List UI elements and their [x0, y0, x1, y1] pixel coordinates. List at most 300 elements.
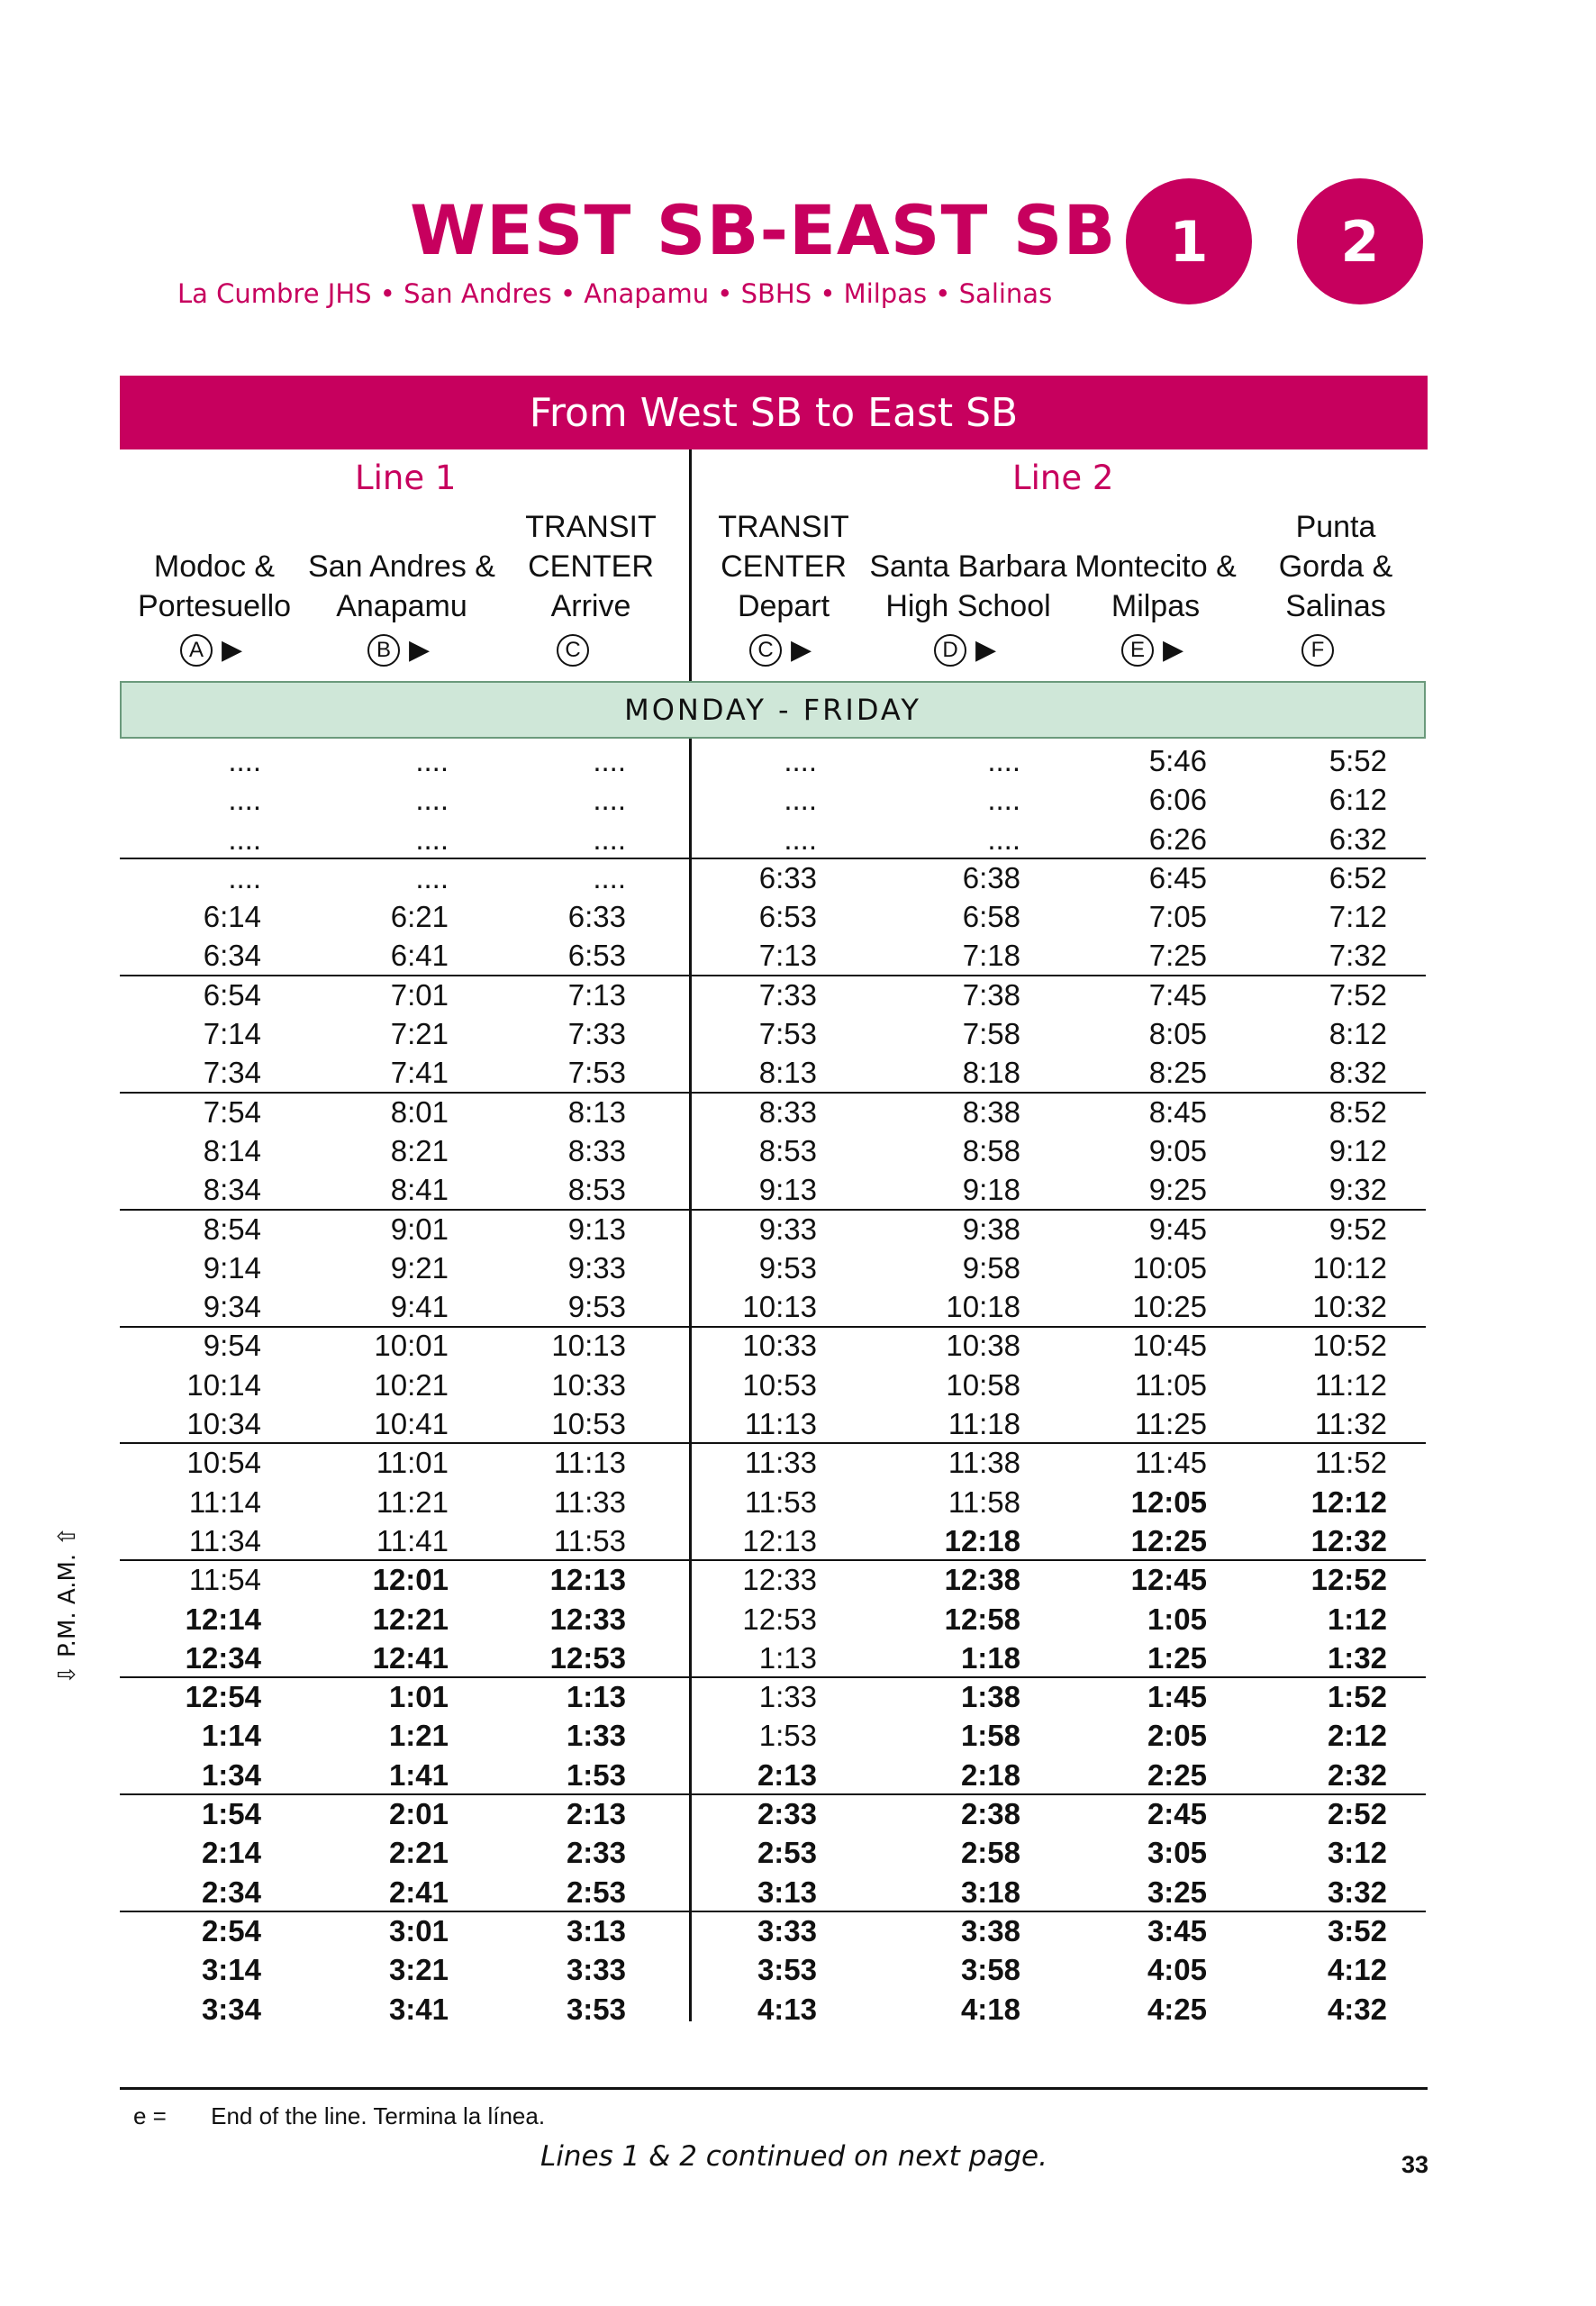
time-cell: 11:41	[376, 1523, 449, 1557]
table-row	[0, 1560, 1596, 1599]
column-header	[869, 507, 1067, 626]
time-cell: 3:13	[566, 1913, 626, 1947]
time-cell: 10:33	[742, 1329, 817, 1363]
stop-letter-icon: D	[934, 634, 966, 667]
table-row	[0, 1677, 1596, 1716]
time-cell: 12:13	[742, 1523, 817, 1557]
table-row	[0, 1443, 1596, 1482]
time-cell: 1:01	[388, 1680, 449, 1714]
time-cell: 10:05	[1132, 1250, 1207, 1285]
time-cell: 10:52	[1312, 1329, 1387, 1363]
table-row	[0, 1833, 1596, 1872]
time-cell: 2:12	[1327, 1719, 1387, 1753]
time-cell: ....	[593, 744, 626, 777]
row-group-divider	[120, 1326, 1426, 1328]
table-row	[0, 1716, 1596, 1755]
row-group-divider	[120, 1209, 1426, 1211]
time-cell: 3:41	[388, 1992, 449, 2026]
stop-letter-icon: E	[1121, 634, 1154, 667]
time-cell: 5:52	[1328, 744, 1387, 777]
time-cell: 1:38	[960, 1680, 1020, 1714]
time-cell: ....	[987, 744, 1020, 777]
time-cell: 12:21	[372, 1602, 449, 1636]
time-cell: 11:14	[188, 1484, 261, 1519]
time-cell: 2:52	[1327, 1797, 1387, 1831]
time-cell: 3:34	[201, 1992, 261, 2026]
time-cell: 3:53	[566, 1992, 626, 2026]
time-cell: 10:33	[551, 1367, 626, 1402]
time-cell: 2:33	[566, 1836, 626, 1870]
time-cell: 6:41	[390, 939, 449, 973]
time-cell: 3:01	[388, 1913, 449, 1947]
table-row	[0, 1873, 1596, 1911]
time-cell: 6:34	[203, 939, 261, 973]
column-header-line	[303, 507, 501, 547]
time-cell: 4:25	[1147, 1992, 1207, 2026]
time-cell: 8:38	[962, 1094, 1020, 1129]
column-header-line: San Andres &	[308, 549, 495, 584]
time-cell: 12:41	[372, 1640, 449, 1675]
time-cell: 7:33	[758, 977, 817, 1012]
time-cell: 2:54	[201, 1913, 261, 1947]
time-cell: 9:01	[390, 1212, 449, 1246]
time-cell: 10:41	[374, 1407, 449, 1441]
time-cell: 7:54	[203, 1094, 261, 1129]
time-cell: 11:58	[948, 1484, 1020, 1519]
time-cell: ....	[784, 783, 817, 817]
time-cell: 7:45	[1148, 977, 1207, 1012]
time-cell: 12:33	[742, 1563, 817, 1597]
column-header	[115, 507, 313, 626]
time-cell: 7:01	[390, 977, 449, 1012]
table-row	[0, 936, 1596, 975]
column-header-line: CENTER	[528, 549, 654, 584]
footer-rule	[120, 2087, 1428, 2090]
column-header-line: Anapamu	[336, 589, 467, 623]
time-cell: 2:34	[201, 1875, 261, 1909]
time-cell: 10:01	[374, 1329, 449, 1363]
continued-note: Lines 1 & 2 continued on next page.	[540, 2140, 1047, 2173]
time-cell: 11:53	[553, 1523, 626, 1557]
time-cell: 9:58	[962, 1250, 1020, 1285]
time-cell: 10:14	[186, 1367, 261, 1402]
time-cell: ....	[415, 860, 449, 894]
time-cell: 12:13	[549, 1563, 626, 1597]
time-cell: 1:53	[566, 1757, 626, 1792]
time-cell: 3:53	[757, 1953, 817, 1987]
table-row	[0, 820, 1596, 858]
row-group-divider	[120, 858, 1426, 859]
stop-letter-icon: F	[1301, 634, 1334, 667]
time-cell: 3:14	[201, 1953, 261, 1987]
time-cell: 3:21	[388, 1953, 449, 1987]
table-row	[0, 1483, 1596, 1521]
table-row	[0, 1131, 1596, 1170]
time-cell: 3:33	[566, 1953, 626, 1987]
schedule-table	[0, 741, 1596, 2029]
time-cell: 9:54	[203, 1329, 261, 1363]
time-cell: 2:13	[757, 1757, 817, 1792]
time-cell: 12:14	[185, 1602, 261, 1636]
time-cell: 7:21	[390, 1017, 449, 1051]
table-row	[0, 1053, 1596, 1092]
time-cell: 1:12	[1327, 1602, 1387, 1636]
time-cell: 4:13	[757, 1992, 817, 2026]
stop-marker	[1121, 631, 1183, 668]
time-cell: 1:13	[758, 1640, 817, 1675]
time-cell: 7:05	[1148, 900, 1207, 934]
row-group-divider	[120, 1676, 1426, 1678]
time-cell: 11:05	[1134, 1367, 1207, 1402]
table-row	[0, 1170, 1596, 1209]
column-header-line	[115, 507, 313, 547]
time-cell: 8:18	[962, 1056, 1020, 1090]
time-cell: 1:32	[1327, 1640, 1387, 1675]
direction-arrow-icon: ▶	[975, 635, 997, 666]
stop-marker	[180, 631, 242, 668]
time-cell: 6:33	[567, 900, 626, 934]
time-cell: 1:52	[1327, 1680, 1387, 1714]
time-cell: 10:54	[186, 1446, 261, 1480]
time-cell: 7:32	[1328, 939, 1387, 973]
line-2-badge: 2	[1297, 178, 1423, 304]
time-cell: 1:53	[758, 1719, 817, 1753]
time-cell: ....	[228, 783, 261, 817]
time-cell: 1:45	[1147, 1680, 1207, 1714]
stop-marker	[557, 631, 589, 667]
time-cell: 11:13	[744, 1407, 817, 1441]
line-1-badge: 1	[1126, 178, 1252, 304]
time-cell: 10:53	[551, 1407, 626, 1441]
stop-marker	[749, 631, 812, 668]
time-cell: 1:13	[566, 1680, 626, 1714]
time-cell: 7:14	[203, 1017, 261, 1051]
direction-arrow-icon: ▶	[1163, 635, 1184, 666]
time-cell: ....	[593, 822, 626, 856]
time-cell: 12:54	[185, 1680, 261, 1714]
time-cell: 3:18	[960, 1875, 1020, 1909]
table-row	[0, 897, 1596, 936]
table-row	[0, 1210, 1596, 1248]
legend-text: End of the line. Termina la línea.	[211, 2102, 546, 2129]
time-cell: 11:33	[744, 1446, 817, 1480]
time-cell: 7:13	[567, 977, 626, 1012]
stop-letter-icon: C	[749, 634, 782, 667]
time-cell: 8:34	[203, 1173, 261, 1207]
time-cell: 3:33	[757, 1913, 817, 1947]
column-header-line: TRANSIT	[525, 510, 657, 544]
column-header-line: Arrive	[550, 589, 631, 623]
time-cell: 2:01	[388, 1797, 449, 1831]
time-cell: ....	[784, 744, 817, 777]
time-cell: 4:18	[960, 1992, 1020, 2026]
time-cell: 12:53	[742, 1602, 817, 1636]
time-cell: 6:53	[758, 900, 817, 934]
time-cell: ....	[415, 744, 449, 777]
time-cell: 2:41	[388, 1875, 449, 1909]
time-cell: 1:14	[201, 1719, 261, 1753]
time-cell: 2:33	[757, 1797, 817, 1831]
time-cell: 12:01	[372, 1563, 449, 1597]
time-cell: 9:21	[390, 1250, 449, 1285]
time-cell: 3:52	[1327, 1913, 1387, 1947]
time-cell: 1:33	[566, 1719, 626, 1753]
time-cell: 9:13	[758, 1173, 817, 1207]
time-cell: 9:13	[567, 1212, 626, 1246]
time-cell: 11:38	[948, 1446, 1020, 1480]
column-header-line: Modoc &	[153, 549, 276, 584]
time-cell: 3:38	[960, 1913, 1020, 1947]
time-cell: 7:18	[962, 939, 1020, 973]
time-cell: 8:52	[1328, 1094, 1387, 1129]
time-cell: 11:25	[1134, 1407, 1207, 1441]
time-cell: 12:32	[1310, 1523, 1387, 1557]
column-header	[685, 507, 883, 626]
table-row	[0, 741, 1596, 780]
table-row	[0, 1950, 1596, 1989]
table-row	[0, 1248, 1596, 1287]
time-cell: 12:05	[1130, 1484, 1207, 1519]
time-cell: 1:34	[201, 1757, 261, 1792]
time-cell: 8:14	[203, 1133, 261, 1167]
time-cell: 11:32	[1314, 1407, 1387, 1441]
time-cell: 9:33	[567, 1250, 626, 1285]
column-header-line: Salinas	[1285, 589, 1386, 623]
column-header-line: Punta	[1295, 510, 1376, 544]
time-cell: 9:18	[962, 1173, 1020, 1207]
time-cell: 10:21	[374, 1367, 449, 1402]
column-header-line: Montecito &	[1075, 549, 1237, 584]
time-cell: 6:38	[962, 860, 1020, 894]
column-header	[492, 507, 690, 626]
time-cell: 1:18	[960, 1640, 1020, 1675]
time-cell: ....	[228, 860, 261, 894]
time-cell: 10:34	[186, 1407, 261, 1441]
time-cell: 4:32	[1327, 1992, 1387, 2026]
time-cell: 2:21	[388, 1836, 449, 1870]
time-cell: 2:53	[757, 1836, 817, 1870]
time-cell: 5:46	[1148, 744, 1207, 777]
time-cell: 4:12	[1327, 1953, 1387, 1987]
time-cell: 10:38	[946, 1329, 1020, 1363]
time-cell: 6:06	[1148, 783, 1207, 817]
column-header-line: High School	[885, 589, 1051, 623]
time-cell: ....	[987, 783, 1020, 817]
time-cell: 12:52	[1310, 1563, 1387, 1597]
time-cell: 11:13	[553, 1446, 626, 1480]
time-cell: 8:45	[1148, 1094, 1207, 1129]
table-row	[0, 1990, 1596, 2029]
time-cell: ....	[415, 783, 449, 817]
time-cell: 10:13	[742, 1290, 817, 1324]
table-row	[0, 1639, 1596, 1677]
stop-letter-icon: C	[557, 634, 589, 667]
time-cell: 12:25	[1130, 1523, 1207, 1557]
time-cell: 12:58	[944, 1602, 1020, 1636]
time-cell: 11:45	[1134, 1446, 1207, 1480]
stop-marker	[367, 631, 430, 668]
time-cell: 2:14	[201, 1836, 261, 1870]
row-group-divider	[120, 1442, 1426, 1444]
stop-marker	[1301, 631, 1334, 667]
column-header	[1237, 507, 1435, 626]
table-row	[0, 1014, 1596, 1053]
direction-banner: From West SB to East SB	[120, 376, 1428, 449]
time-cell: 7:38	[962, 977, 1020, 1012]
time-cell: 8:53	[567, 1173, 626, 1207]
time-cell: ....	[593, 860, 626, 894]
time-cell: 2:32	[1327, 1757, 1387, 1792]
stop-letter-icon: B	[367, 634, 400, 667]
time-cell: 7:41	[390, 1056, 449, 1090]
time-cell: ....	[228, 744, 261, 777]
time-cell: ....	[593, 783, 626, 817]
table-row	[0, 1093, 1596, 1131]
time-cell: 1:25	[1147, 1640, 1207, 1675]
time-cell: 10:32	[1312, 1290, 1387, 1324]
time-cell: 12:45	[1130, 1563, 1207, 1597]
time-cell: 8:05	[1148, 1017, 1207, 1051]
table-row	[0, 1287, 1596, 1326]
time-cell: 11:53	[744, 1484, 817, 1519]
time-cell: 8:25	[1148, 1056, 1207, 1090]
am-pm-side-label: ⇩ P.M. A.M. ⇧	[54, 1526, 81, 1684]
column-header-line: Depart	[737, 589, 830, 623]
time-cell: 6:54	[203, 977, 261, 1012]
time-cell: 6:58	[962, 900, 1020, 934]
time-cell: 12:34	[185, 1640, 261, 1675]
time-cell: 3:32	[1327, 1875, 1387, 1909]
table-row	[0, 1794, 1596, 1833]
time-cell: 9:25	[1148, 1173, 1207, 1207]
column-header-line	[869, 507, 1067, 547]
time-cell: 1:41	[388, 1757, 449, 1792]
time-cell: 8:58	[962, 1133, 1020, 1167]
time-cell: 2:58	[960, 1836, 1020, 1870]
row-group-divider	[120, 1911, 1426, 1912]
table-row	[0, 1600, 1596, 1639]
time-cell: ....	[228, 822, 261, 856]
time-cell: 10:53	[742, 1367, 817, 1402]
time-cell: 8:53	[758, 1133, 817, 1167]
time-cell: 8:32	[1328, 1056, 1387, 1090]
time-cell: 3:58	[960, 1953, 1020, 1987]
time-cell: 12:53	[549, 1640, 626, 1675]
time-cell: 7:53	[567, 1056, 626, 1090]
time-cell: 12:33	[549, 1602, 626, 1636]
time-cell: 10:45	[1132, 1329, 1207, 1363]
time-cell: 8:41	[390, 1173, 449, 1207]
direction-arrow-icon: ▶	[791, 635, 812, 666]
time-cell: 6:45	[1148, 860, 1207, 894]
table-row	[0, 1756, 1596, 1794]
time-cell: 9:45	[1148, 1212, 1207, 1246]
legend	[133, 2102, 583, 2130]
time-cell: 3:45	[1147, 1913, 1207, 1947]
time-cell: 9:05	[1148, 1133, 1207, 1167]
route-stops-subtitle: La Cumbre JHS • San Andres • Anapamu • SBHS • Milpas • Salinas	[177, 278, 1053, 309]
time-cell: 6:12	[1328, 783, 1387, 817]
time-cell: 7:52	[1328, 977, 1387, 1012]
row-group-divider	[120, 1559, 1426, 1561]
time-cell: 6:33	[758, 860, 817, 894]
column-header-line: CENTER	[721, 549, 847, 584]
time-cell: 7:34	[203, 1056, 261, 1090]
time-cell: 9:53	[758, 1250, 817, 1285]
time-cell: 2:13	[566, 1797, 626, 1831]
table-row	[0, 1326, 1596, 1365]
time-cell: 11:34	[188, 1523, 261, 1557]
time-cell: 7:13	[758, 939, 817, 973]
row-group-divider	[120, 975, 1426, 976]
time-cell: 10:58	[946, 1367, 1020, 1402]
table-row	[0, 1404, 1596, 1443]
time-cell: 9:52	[1328, 1212, 1387, 1246]
time-cell: 10:12	[1312, 1250, 1387, 1285]
table-row	[0, 976, 1596, 1014]
column-header	[1056, 507, 1255, 626]
row-group-divider	[120, 1793, 1426, 1795]
direction-arrow-icon: ▶	[222, 635, 243, 666]
table-row	[0, 858, 1596, 897]
time-cell: 8:13	[567, 1094, 626, 1129]
time-cell: 9:33	[758, 1212, 817, 1246]
page-number: 33	[1401, 2151, 1429, 2178]
time-cell: 11:52	[1314, 1446, 1387, 1480]
time-cell: 8:01	[390, 1094, 449, 1129]
time-cell: ....	[784, 822, 817, 856]
stop-letter-icon: A	[180, 634, 213, 667]
time-cell: 1:54	[201, 1797, 261, 1831]
time-cell: 11:01	[376, 1446, 449, 1480]
time-cell: 1:21	[388, 1719, 449, 1753]
time-cell: 6:14	[203, 900, 261, 934]
table-row	[0, 1366, 1596, 1404]
time-cell: 8:33	[758, 1094, 817, 1129]
time-cell: 3:25	[1147, 1875, 1207, 1909]
time-cell: 8:33	[567, 1133, 626, 1167]
legend-key: e =	[133, 2102, 167, 2129]
line-2-label: Line 2	[1012, 458, 1114, 497]
time-cell: 6:52	[1328, 860, 1387, 894]
stop-marker	[934, 631, 996, 668]
column-header-line	[1056, 507, 1255, 547]
time-cell: 8:12	[1328, 1017, 1387, 1051]
column-header-line: Gorda &	[1278, 549, 1393, 584]
time-cell: ....	[415, 822, 449, 856]
time-cell: 7:53	[758, 1017, 817, 1051]
table-row	[0, 1521, 1596, 1560]
time-cell: 8:21	[390, 1133, 449, 1167]
time-cell: 1:05	[1147, 1602, 1207, 1636]
time-cell: 9:12	[1328, 1133, 1387, 1167]
table-row	[0, 780, 1596, 819]
time-cell: 11:54	[188, 1563, 261, 1597]
column-header	[303, 507, 501, 626]
time-cell: 1:58	[960, 1719, 1020, 1753]
time-cell: 10:18	[946, 1290, 1020, 1324]
table-row	[0, 1911, 1596, 1950]
time-cell: 11:33	[553, 1484, 626, 1519]
time-cell: 6:26	[1148, 822, 1207, 856]
time-cell: 9:34	[203, 1290, 261, 1324]
time-cell: 9:41	[390, 1290, 449, 1324]
time-cell: 3:05	[1147, 1836, 1207, 1870]
time-cell: 6:53	[567, 939, 626, 973]
time-cell: 7:33	[567, 1017, 626, 1051]
time-cell: 12:12	[1310, 1484, 1387, 1519]
time-cell: 4:05	[1147, 1953, 1207, 1987]
